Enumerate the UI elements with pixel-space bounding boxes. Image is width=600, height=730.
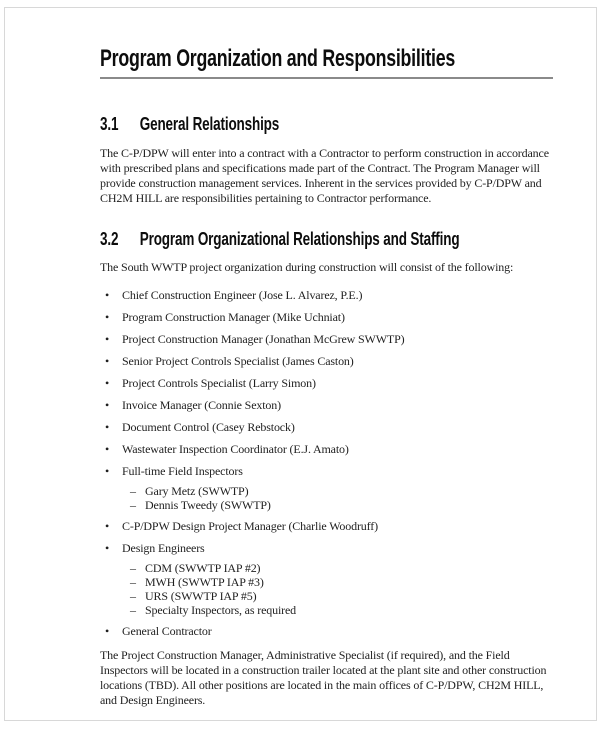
list-item-label: Wastewater Inspection Coordinator (E.J. Amato) [122, 442, 349, 456]
title-rule [100, 77, 553, 79]
bullet-icon: • [105, 332, 110, 346]
sub-list-item [122, 603, 555, 617]
dash-icon: – [130, 603, 136, 617]
sub-list [122, 484, 555, 512]
sub-list-item-label: Specialty Inspectors, as required [145, 603, 296, 617]
staffing-list [100, 288, 555, 639]
bullet-icon: • [105, 624, 110, 638]
bullet-icon: • [105, 310, 110, 324]
bullet-icon: • [105, 442, 110, 456]
list-item-label: General Contractor [122, 624, 212, 638]
page-content [100, 0, 555, 708]
list-item [100, 420, 555, 435]
list-item-label: Senior Project Controls Specialist (James Caston) [122, 354, 354, 368]
list-item-label: Project Construction Manager (Jonathan McGrew SWWTP) [122, 332, 405, 346]
bullet-icon: • [105, 519, 110, 533]
dash-icon: – [130, 589, 136, 603]
sub-list-item-label: Dennis Tweedy (SWWTP) [145, 498, 271, 512]
section-heading-3-2 [100, 230, 555, 248]
list-item [100, 519, 555, 534]
sub-list-item-label: CDM (SWWTP IAP #2) [145, 561, 261, 575]
list-item [100, 376, 555, 391]
sub-list-item [122, 484, 555, 498]
list-item [100, 624, 555, 639]
list-item-label: Full-time Field Inspectors [122, 464, 243, 478]
paragraph-general-relationships: The C-P/DPW will enter into a contract with a Contractor to perform construction in accordance with prescribed plans and specifications made part of the Contract. The Program Manager will provide construction management services. Inherent in the services provided by C-P/DPW and CH2M HILL are responsibilities pertaining to Contractor performance. [100, 146, 549, 205]
bullet-icon: • [105, 464, 110, 478]
list-item [100, 541, 555, 617]
dash-icon: – [130, 498, 136, 512]
list-item [100, 442, 555, 457]
list-item-label: C-P/DPW Design Project Manager (Charlie Woodruff) [122, 519, 378, 533]
dash-icon: – [130, 575, 136, 589]
list-item-label: Document Control (Casey Rebstock) [122, 420, 295, 434]
dash-icon: – [130, 484, 136, 498]
bullet-icon: • [105, 288, 110, 302]
bullet-icon: • [105, 541, 110, 555]
list-item [100, 464, 555, 512]
section-heading-text: Program Organizational Relationships and Staffing [139, 229, 460, 249]
sub-list [122, 561, 555, 617]
bullet-icon: • [105, 376, 110, 390]
dash-icon: – [130, 561, 136, 575]
list-item-label: Invoice Manager (Connie Sexton) [122, 398, 281, 412]
sub-list-item-label: Gary Metz (SWWTP) [145, 484, 249, 498]
list-item [100, 310, 555, 325]
list-item [100, 354, 555, 369]
section-number: 3.1 [100, 114, 119, 134]
section-heading-3-1 [100, 115, 555, 133]
list-item-label: Chief Construction Engineer (Jose L. Alvarez, P.E.) [122, 288, 363, 302]
list-item [100, 398, 555, 413]
page-title-text: Program Organization and Responsibilities [100, 45, 456, 72]
sub-list-item-label: URS (SWWTP IAP #5) [145, 589, 257, 603]
bullet-icon: • [105, 354, 110, 368]
sub-list-item [122, 589, 555, 603]
sub-list-item [122, 498, 555, 512]
paragraph-staffing-closing: The Project Construction Manager, Administrative Specialist (if required), and the Field Inspectors will be located in a construction trailer located at the plant site and other construction locations (TBD). All other positions are located in the main offices of C-P/DPW, CH2M HILL, and Design Engineers. [100, 648, 547, 707]
sub-list-item [122, 561, 555, 575]
bullet-icon: • [105, 420, 110, 434]
list-item [100, 332, 555, 347]
paragraph-staffing-intro: The South WWTP project organization during construction will consist of the following: [100, 260, 514, 274]
list-item-label: Program Construction Manager (Mike Uchniat) [122, 310, 345, 324]
list-item [100, 288, 555, 303]
bullet-icon: • [105, 398, 110, 412]
sub-list-item-label: MWH (SWWTP IAP #3) [145, 575, 264, 589]
page-title [100, 46, 555, 72]
list-item-label: Design Engineers [122, 541, 205, 555]
section-number: 3.2 [100, 229, 119, 249]
section-heading-text: General Relationships [139, 114, 280, 134]
sub-list-item [122, 575, 555, 589]
list-item-label: Project Controls Specialist (Larry Simon) [122, 376, 316, 390]
